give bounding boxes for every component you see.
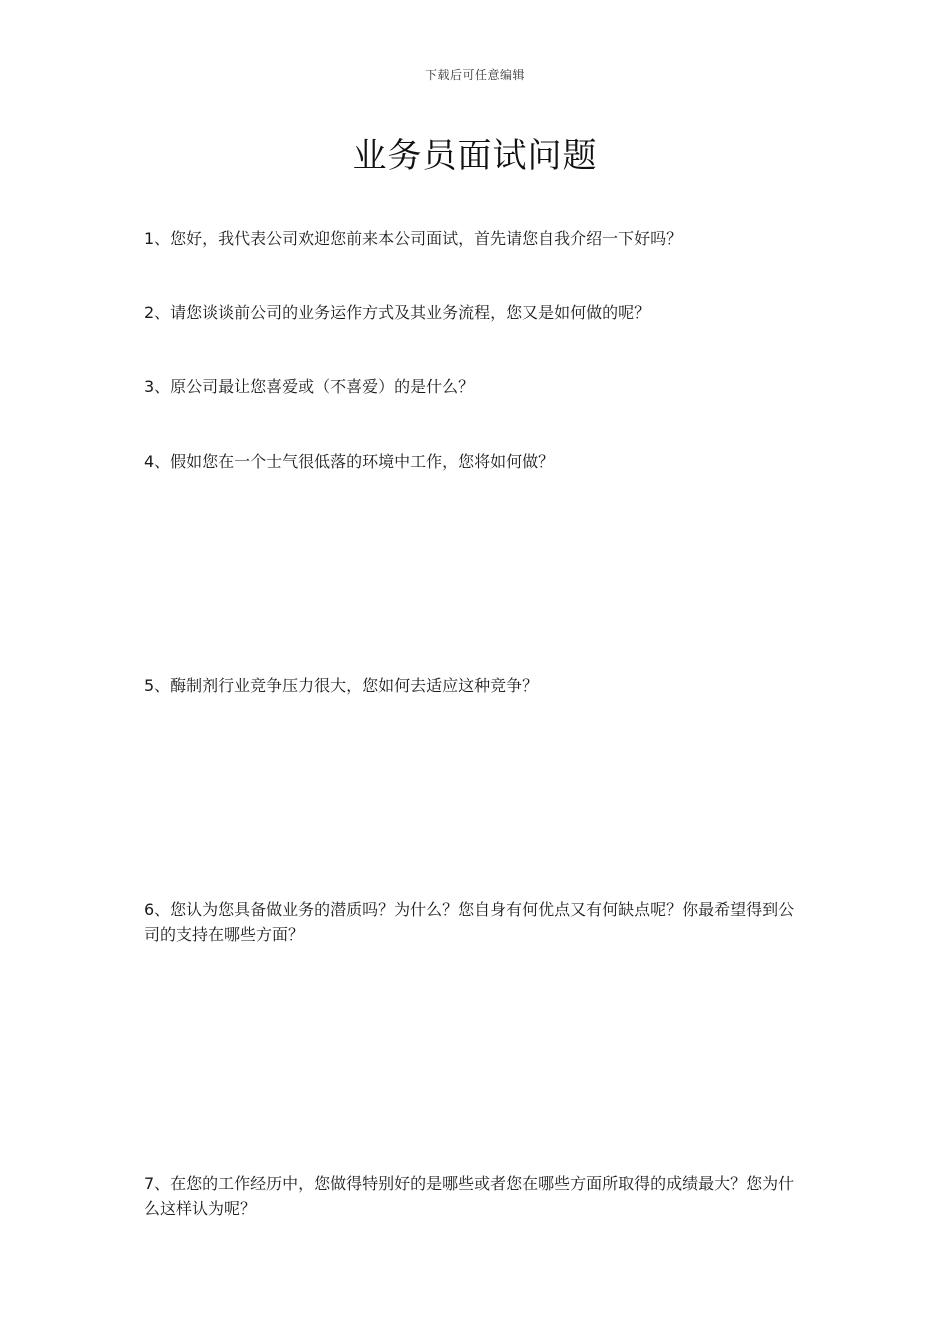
question-5: 5、酶制剂行业竞争压力很大，您如何去适应这种竞争？ <box>144 676 539 695</box>
question-7: 7、在您的工作经历中，您做得特别好的是哪些或者您在哪些方面所取得的成绩最大？您为什么这样认为呢？ <box>144 1174 795 1218</box>
question-2: 2、请您谈谈前公司的业务运作方式及其业务流程，您又是如何做的呢？ <box>144 303 651 322</box>
question-6: 6、您认为您具备做业务的潜质吗？为什么？您自身有何优点又有何缺点呢？你最希望得到公司的支持在哪些方面？ <box>144 900 795 944</box>
question-4: 4、假如您在一个士气很低落的环境中工作，您将如何做？ <box>144 452 555 471</box>
page-title: 业务员面试问题 <box>352 136 598 176</box>
question-1: 1、您好，我代表公司欢迎您前来本公司面试，首先请您自我介绍一下好吗？ <box>144 229 683 248</box>
question-3: 3、原公司最让您喜爱或（不喜爱）的是什么？ <box>144 377 475 396</box>
header-note: 下载后可任意编辑 <box>424 68 525 82</box>
